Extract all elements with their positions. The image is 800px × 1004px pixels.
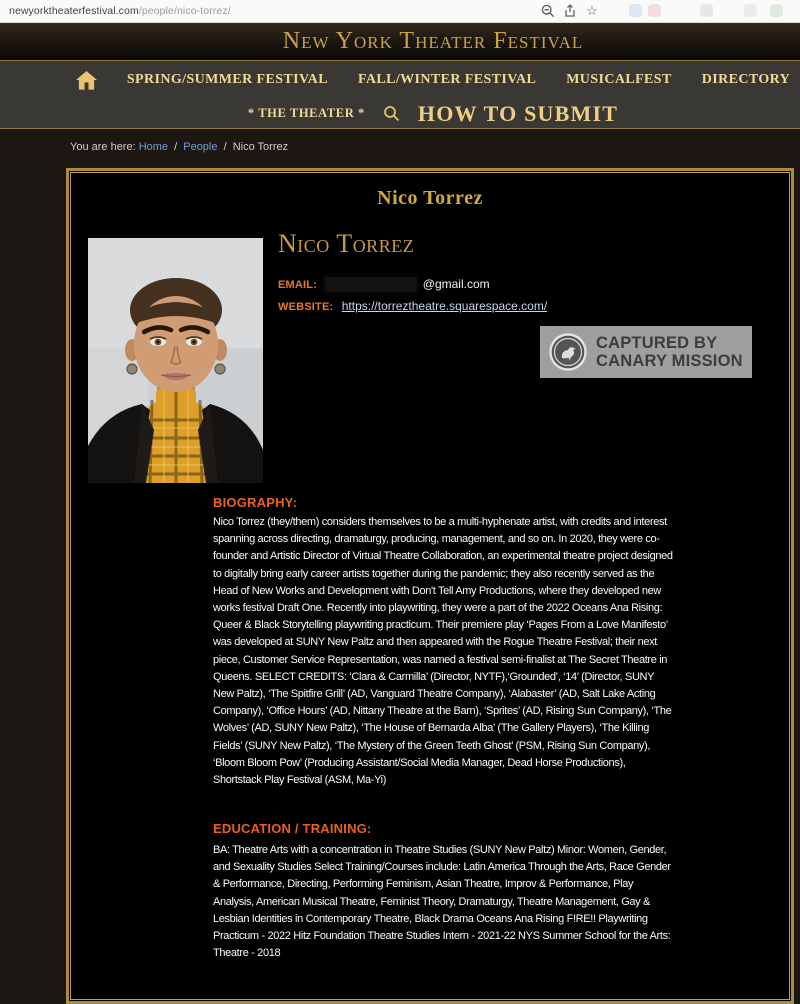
nav-item-fall-winter-festival[interactable]: FALL/WINTER FESTIVAL — [357, 72, 537, 87]
breadcrumb — [70, 141, 288, 153]
browser-address-bar[interactable] — [0, 0, 800, 23]
nav-item-how-to-submit[interactable]: HOW TO SUBMIT — [417, 100, 619, 126]
site-title: New York Theater Festival — [282, 28, 584, 54]
education-heading: EDUCATION / TRAINING: — [213, 821, 372, 836]
url-text[interactable] — [9, 5, 231, 17]
nav-row-top — [0, 61, 800, 99]
profile-name: Nico Torrez — [278, 229, 415, 258]
zoom-out-icon[interactable] — [540, 3, 556, 19]
canary-bird-logo-icon — [549, 333, 587, 371]
share-icon[interactable] — [562, 3, 578, 19]
home-icon[interactable] — [76, 71, 97, 90]
extension-icon[interactable] — [770, 4, 783, 17]
biography-heading: BIOGRAPHY: — [213, 495, 298, 510]
bookmark-star-icon[interactable]: ☆ — [586, 3, 598, 18]
profile-photo — [88, 238, 263, 483]
nav-row-bottom — [0, 99, 800, 128]
biography-text: Nico Torrez (they/them) considers themselves to be a multi-hyphenate artist, with credits and interest spanning across directing, dramaturgy, producing, management, and so on. In 2020, they were co-founder and Artistic Director of Virtual Theatre Collaboration, an experimental theatre project designed to digitally bring early career artists together during the pandemic; they also recently served as the Head of New Works and Development with Don't Tell Amy Productions, where they developed new works festival Draft One. Recently into playwriting, they were a part of the 2022 Oceans Ana Rising: Queer & Black Storytelling playwriting practicum. Their premiere play ‘Pages From a Love Manifesto’ was developed at SUNY New Paltz and then appeared with the Rogue Theatre Festival; their next piece, Customer Service Representation, was named a festival semi-finalist at The Secret Theatre in Queens. SELECT CREDITS: ‘Clara & Carmilla’ (Director, NYTF),‘Grounded’, ‘14’ (Director, SUNY New Paltz), ‘The Spitfire Grill’ (AD, Vanguard Theatre Company), ‘Alabaster’ (AD, Salt Lake Acting Company), ‘Office Hours’ (AD, Nittany Theatre at the Barn), ‘Sprites’ (AD, Rising Sun Company), ‘The Wolves’ (AD, SUNY New Paltz), ‘The House of Bernarda Alba’ (The Gallery Players), ‘The Killing Fields’ (SUNY New Paltz), ‘The Mystery of the Green Teeth Ghost’ (PSM, Rising Sun Company), ‘Bloom Bloom Pow’ (Producing Assistant/Social Media Manager, Dead Horse Productions), Shortstack Play Festival (ASM, Ma-Yi) — [213, 516, 673, 787]
nav-item-spring-summer-festival[interactable]: SPRING/SUMMER FESTIVAL — [126, 72, 328, 87]
breadcrumb-separator: / — [174, 141, 178, 153]
extension-icon[interactable] — [744, 4, 757, 17]
nav-item-directory[interactable]: DIRECTORY — [701, 72, 791, 87]
email-row — [278, 277, 490, 292]
site-header — [0, 22, 800, 61]
website-label: WEBSITE: — [278, 301, 334, 313]
extension-icon[interactable] — [648, 4, 661, 17]
content-frame — [66, 168, 794, 1004]
breadcrumb-prefix: You are here: — [70, 141, 139, 153]
breadcrumb-separator: / — [223, 141, 227, 153]
search-icon[interactable] — [383, 105, 400, 122]
nav-item-musicalfest[interactable]: MUSICALFEST — [566, 72, 672, 87]
email-domain: @gmail.com — [422, 277, 490, 291]
breadcrumb-current: Nico Torrez — [232, 141, 289, 153]
url-domain: newyorktheaterfestival.com — [9, 5, 139, 17]
extension-icon[interactable] — [629, 4, 642, 17]
nav-item-the-theater[interactable]: * THE THEATER * — [247, 106, 365, 120]
website-link[interactable]: https://torreztheatre.squarespace.com/ — [341, 299, 548, 313]
education-text: BA: Theatre Arts with a concentration in Theatre Studies (SUNY New Paltz) Minor: Women, Gender, and Sexuality Studies Select Training/Courses include: Latin America Through the Arts, Race Gender & Performance, Directing, Performing Feminism, Asian Theatre, Improv & Performance, Play Analysis, American Musical Theatre, Feminist Theory, Dramaturgy, Theatre Management, Gay & Lesbian Identities in Contemporary Theatre, Black Drama Oceans Ana Rising F!RE!! Playwriting Practicum - 2022 Hitz Foundation Theatre Studies Intern - 2021-22 NYS Summer School for the Arts: Theatre - 2018 — [213, 844, 671, 960]
canary-mission-watermark — [540, 326, 752, 378]
breadcrumb-link-home[interactable]: Home — [138, 141, 169, 153]
watermark-text — [596, 334, 743, 371]
extension-icon[interactable] — [700, 4, 713, 17]
page-title: Nico Torrez — [377, 187, 483, 209]
watermark-line1: CAPTURED BY — [596, 333, 718, 352]
watermark-line2: CANARY MISSION — [596, 352, 743, 370]
main-navigation — [0, 61, 800, 129]
email-label: EMAIL: — [278, 279, 318, 291]
redacted-email-username — [325, 277, 417, 292]
url-path: /people/nico-torrez/ — [138, 5, 231, 17]
website-row — [278, 299, 547, 313]
breadcrumb-link-people[interactable]: People — [183, 141, 218, 153]
